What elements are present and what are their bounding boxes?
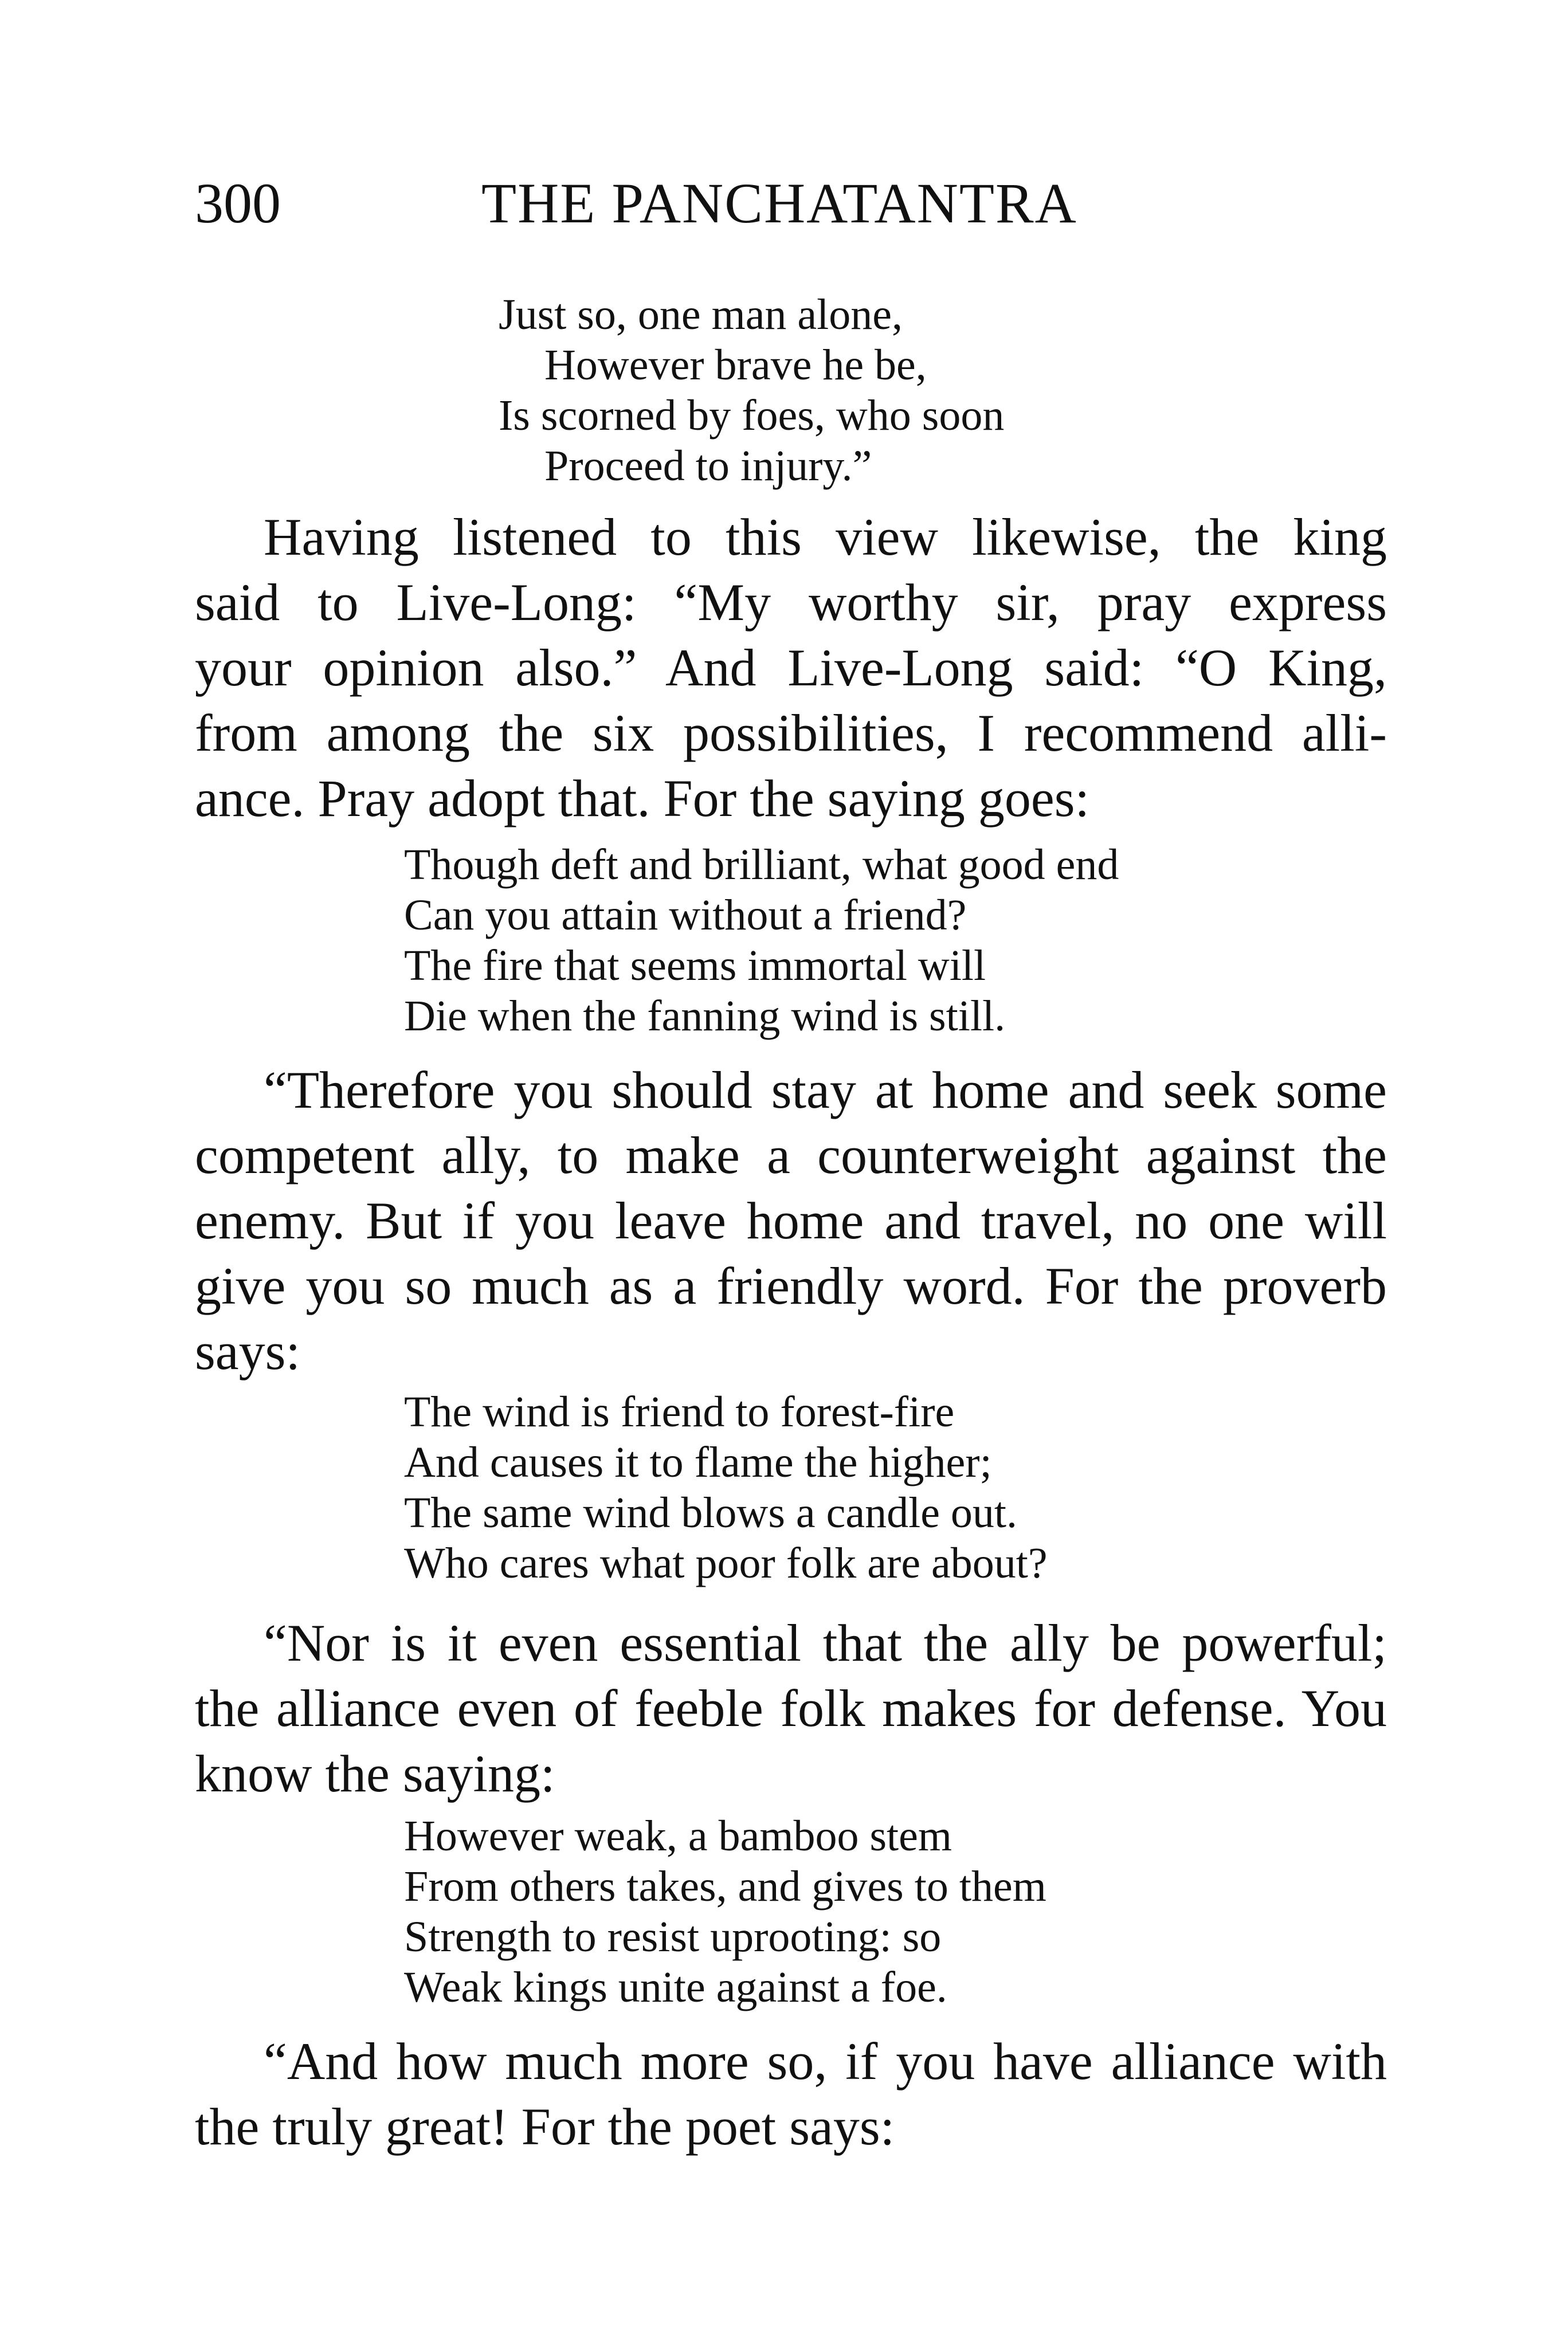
paragraph-live-long-opinion [195,504,1387,831]
verse-line: The fire that seems immortal will [404,942,986,990]
verse-line: However weak, a bamboo stem [404,1812,952,1860]
verse-line: Proceed to injury.” [544,442,872,490]
paragraph-line: the alliance even of feeble folk makes for defense. You [195,1679,1387,1737]
verse-line: Die when the fanning wind is still. [404,992,1006,1040]
verse-line: Strength to resist uprooting: so [404,1913,942,1961]
verse-line: The wind is friend to forest-fire [404,1388,955,1436]
paragraph-line: ance. Pray adopt that. For the saying goes: [195,769,1090,827]
verse-line: And causes it to flame the higher; [404,1438,992,1486]
paragraph-line: competent ally, to make a counterweight against the [195,1126,1387,1184]
paragraph-line: enemy. But if you leave home and travel, no one will [195,1191,1387,1250]
paragraph-line: the truly great! For the poet says: [195,2097,895,2156]
verse-line: Is scorned by foes, who soon [499,391,1005,440]
verse-line: Weak kings unite against a foe. [404,1963,947,2011]
verse-line: Though deft and brilliant, what good end [404,841,1119,889]
paragraph-line: from among the six possibilities, I recommend alli- [195,704,1387,762]
paragraph-line: “Nor is it even essential that the ally be powerful; [264,1614,1387,1672]
verse-line: The same wind blows a candle out. [404,1489,1018,1537]
paragraph-line: know the saying: [195,1744,555,1803]
paragraph-line: says: [195,1322,300,1380]
verse-line: However brave he be, [544,341,927,389]
paragraph-stay-at-home [195,1057,1387,1384]
paragraph-truly-great [195,2029,1387,2159]
page-header [195,166,1387,241]
verse-line: Just so, one man alone, [499,291,903,339]
paragraph-feeble-folk [195,1610,1387,1806]
verse-one-man-alone [499,289,1004,491]
verse-bamboo-stem [404,1811,1046,2013]
paragraph-line: give you so much as a friendly word. For the proverb [195,1257,1387,1315]
page-number: 300 [195,171,281,235]
verse-wind-is-friend [404,1387,1048,1588]
paragraph-line: “And how much more so, if you have alliance with [264,2032,1387,2090]
verse-line: Who cares what poor folk are about? [404,1539,1048,1587]
paragraph-line: said to Live-Long: “My worthy sir, pray express [195,573,1387,631]
verse-line: From others takes, and gives to them [404,1862,1046,1911]
paragraph-line: “Therefore you should stay at home and seek some [264,1061,1387,1119]
verse-line: Can you attain without a friend? [404,891,967,939]
running-title: THE PANCHATANTRA [481,171,1077,235]
paragraph-line: your opinion also.” And Live-Long said: “O King, [195,638,1387,697]
paragraph-line: Having listened to this view likewise, the king [264,508,1387,566]
verse-deft-and-brilliant [404,840,1119,1041]
